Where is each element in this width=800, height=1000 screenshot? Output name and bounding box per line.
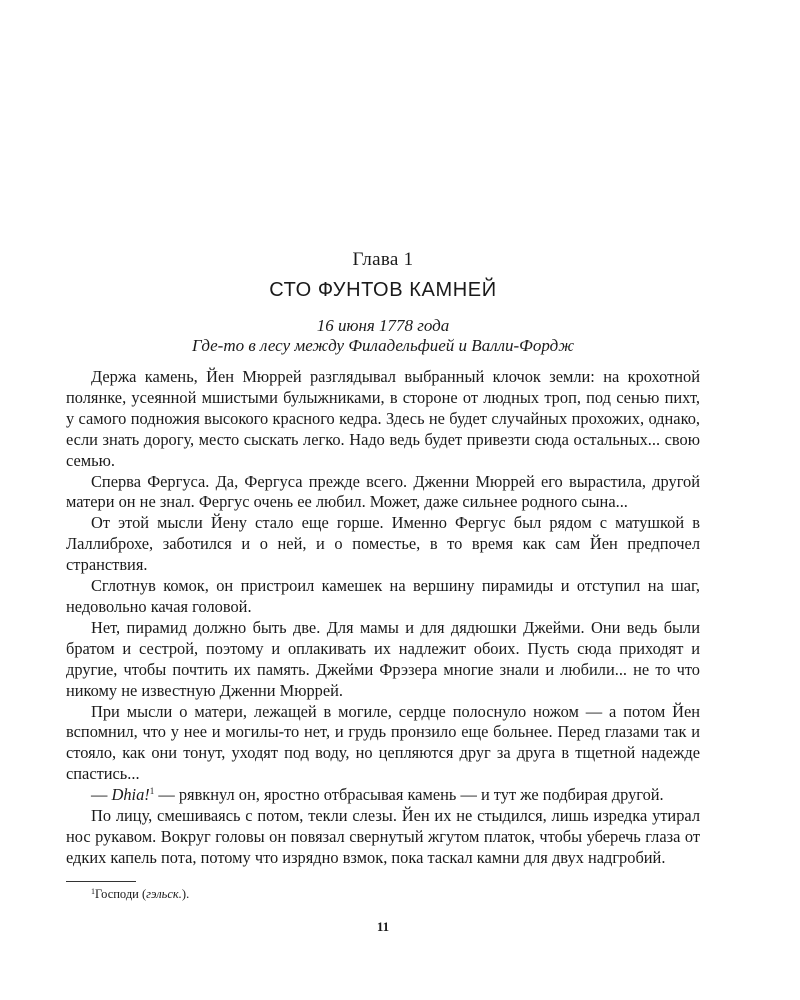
- book-page: [66, 0, 700, 1000]
- body-text: [66, 367, 700, 869]
- footnote-italic: гэльск.: [146, 887, 182, 901]
- dateline-place: Где-то в лесу между Филадельфией и Валли-Фордж: [191, 336, 575, 355]
- paragraph: Сперва Фергуса. Да, Фергуса прежде всего. Дженни Мюррей его вырастила, другой матери он не знал. Фергус очень ее любил. Может, даже сильнее родного сына...: [66, 471, 700, 512]
- paragraph: Нет, пирамид должно быть две. Для мамы и для дядюшки Джейми. Они ведь были братом и сестрой, поэтому и оплакивать их надлежит обоих. Пусть сюда приходят и другие, чтобы почтить их память. Джейми Фрэзера многие знали и любили... не то что никому не известную Дженни Мюррей.: [66, 617, 700, 700]
- dateline: [66, 316, 700, 356]
- page-number: 11: [376, 919, 390, 934]
- paragraph: Сглотнув комок, он пристроил камешек на вершину пирамиды и отступил на шаг, недовольно качая головой.: [66, 576, 700, 616]
- footnote-text-end: ).: [181, 887, 190, 901]
- gaelic-word: Dhia!: [111, 785, 150, 805]
- chapter-title: СТО ФУНТОВ КАМНЕЙ: [269, 279, 497, 301]
- paragraph: При мысли о матери, лежащей в могиле, сердце полоснуло ножом — а потом Йен вспомнил, что у нее и могилы-то нет, и грудь пронзило еще больнее. Перед глазами так и стояло, как они тонут, уходят под воду, но цепляются друг за друга в тщетной надежде спастись...: [66, 701, 700, 784]
- paragraph-text: — рявкнул он, яростно отбрасывая камень — и тут же подбирая другой.: [154, 785, 664, 805]
- footnote-text: Господи (: [95, 887, 147, 901]
- dialogue-dash: —: [91, 785, 112, 805]
- footnote: [91, 886, 189, 902]
- footnote-number: 1: [91, 887, 95, 896]
- dateline-date: 16 июня 1778 года: [316, 316, 450, 335]
- footnote-divider: [66, 881, 136, 882]
- paragraph: Держа камень, Йен Мюррей разглядывал выбранный клочок земли: на крохотной полянке, усеянной мшистыми булыжниками, в стороне от людных троп, под сенью пихт, у самого подножия высокого красного кедра. Здесь не будет случайных прохожих, однако, если знать дорогу, место сыскать легко. Надо ведь будет привезти сюда остальных... свою семью.: [66, 367, 700, 470]
- paragraph: От этой мысли Йену стало еще горше. Именно Фергус был рядом с матушкой в Лаллиброхе, заботился и о ней, и о поместье, в то время как сам Йен предпочел странствия.: [66, 513, 700, 575]
- chapter-number: Глава 1: [352, 249, 414, 270]
- footnote-ref[interactable]: 1: [149, 786, 155, 797]
- paragraph: [66, 785, 700, 806]
- paragraph: По лицу, смешиваясь с потом, текли слезы. Йен их не стыдился, лишь изредка утирал нос рукавом. Вокруг головы он повязал свернутый жгутом платок, чтобы уберечь глаза от едких капель пота, потому что изрядно взмок, пока таскал камни для двух надгробий.: [66, 806, 700, 867]
